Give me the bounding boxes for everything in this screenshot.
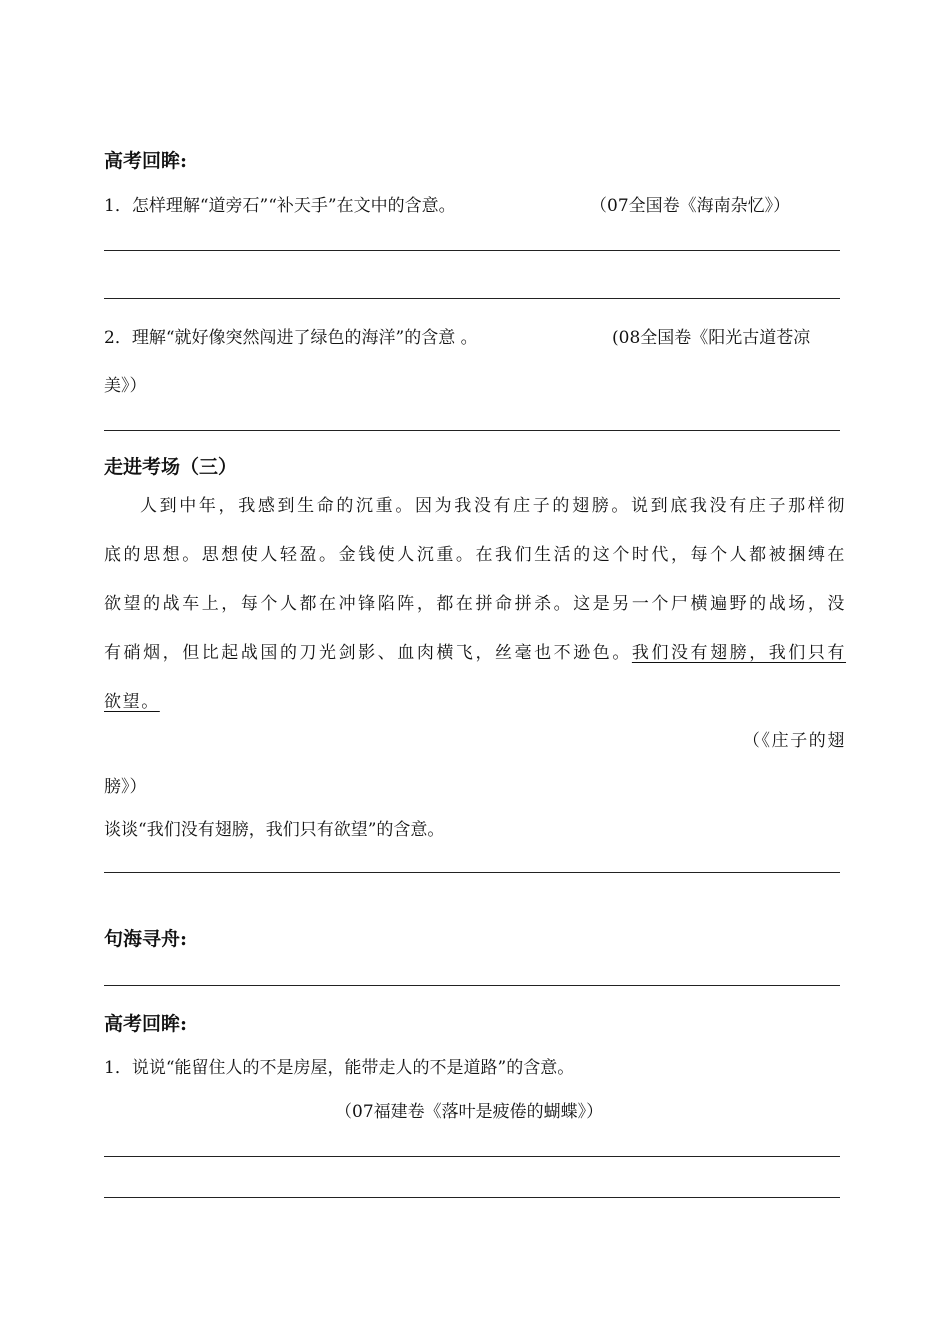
passage-line: 人到中年，我感到生命的沉重。因为我没有庄子的翅膀。说到底我没有庄子那样彻 [140, 496, 846, 516]
section-heading-review-2: 高考回眸: [104, 1013, 188, 1035]
section-heading-exam: 走进考场（三） [104, 456, 238, 478]
passage-text: 有硝烟，但比起战国的刀光剑影、血肉横飞，丝毫也不逊色。 [104, 643, 632, 663]
answer-line [104, 872, 840, 873]
exam-question: 谈谈“我们没有翅膀，我们只有欲望”的含意。 [104, 820, 445, 840]
reading-passage [104, 482, 846, 727]
passage-line: 底的思想。思想使人轻盈。金钱使人沉重。在我们生活的这个时代，每个人都被捆缚在 [104, 545, 846, 565]
question-2-text: 2．理解“就好像突然闯进了绿色的海洋”的含意 。 [104, 328, 478, 348]
underlined-sentence-continued: 欲望。 [104, 692, 160, 712]
section-heading-sentences: 句海寻舟: [104, 928, 188, 950]
question-1-source: （07福建卷《落叶是疲倦的蝴蝶》） [335, 1102, 604, 1122]
answer-line [104, 298, 840, 299]
question-2-source-continued: 美》） [104, 376, 147, 396]
question-1-text: 1．怎样理解“道旁石”“补天手”在文中的含意。 [104, 196, 456, 216]
question-2-source: (08全国卷《阳光古道苍凉 [612, 328, 811, 348]
passage-line [104, 629, 846, 678]
passage-source: （《庄子的翅 [742, 731, 846, 751]
answer-line [104, 430, 840, 431]
answer-line [104, 1197, 840, 1198]
passage-line [104, 678, 846, 727]
passage-line: 欲望的战车上，每个人都在冲锋陷阵，都在拼命拼杀。这是另一个尸横遍野的战场，没 [104, 594, 846, 614]
divider-line [104, 985, 840, 986]
question-1-text: 1．说说“能留住人的不是房屋，能带走人的不是道路”的含意。 [104, 1058, 575, 1078]
passage-source-continued: 膀》） [104, 777, 147, 797]
section-heading-review-1: 高考回眸: [104, 150, 188, 172]
question-1-source: （07全国卷《海南杂忆》） [590, 196, 791, 216]
answer-line [104, 1156, 840, 1157]
answer-line [104, 250, 840, 251]
underlined-sentence: 我们没有翅膀，我们只有 [631, 643, 847, 663]
